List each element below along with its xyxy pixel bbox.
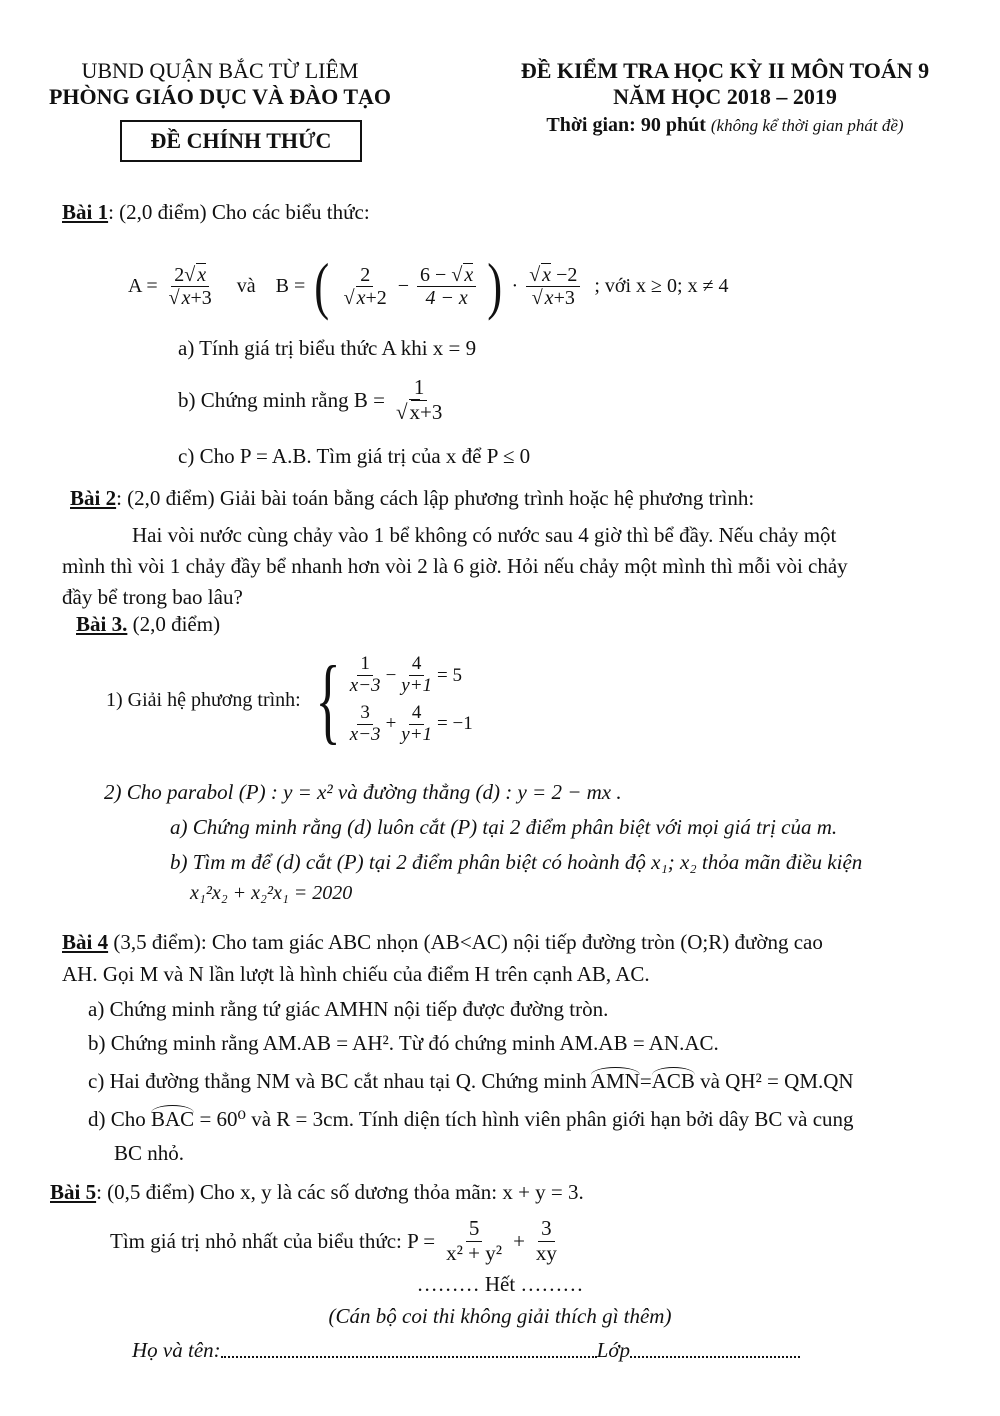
eq1-d1: x−3 (349, 675, 381, 697)
official-stamp (120, 120, 362, 162)
bai1-expressions: A = 2√ x √ x+3 và B = ( 2 √ x+2 − $\frac{6 - √ x}{4 - x}$ ) · √ x −2 √ x+3 ; với x ≥ 0; x ≠ 4 (128, 246, 729, 326)
bai1-part-b-den: +3 (420, 399, 443, 424)
eq1-d2: y+1 (401, 675, 433, 697)
bai3-part2a: a) Chứng minh rằng (d) luôn cắt (P) tại 2 điểm phân biệt với mọi giá trị của m. (170, 815, 838, 839)
proctor-note: (Cán bộ coi thi không giải thích gì thêm) (328, 1304, 672, 1328)
expr-b-minus: − (397, 274, 410, 297)
eq2-d1: x−3 (349, 723, 381, 745)
bai2-intro: : (2,0 điểm) Giải bài toán bằng cách lập phương trình hoặc hệ phương trình: (116, 486, 755, 510)
bai3-title: Bài 3. (76, 612, 128, 636)
expr-b-f2-den: 4 − x (425, 286, 468, 309)
bai2-line3: đầy bể trong bao lâu? (62, 585, 243, 609)
time-note: (không kể thời gian phát đề) (710, 116, 904, 135)
and-word: và (236, 274, 256, 297)
bai4-part-a: a) Chứng minh rằng tứ giác AMHN nội tiếp được đường tròn. (88, 997, 609, 1021)
name-field[interactable] (221, 1356, 597, 1358)
bai4-part-d-line2: BC nhỏ. (114, 1141, 185, 1165)
eq2-n1: 3 (357, 703, 373, 725)
bai1-part-c: c) Cho P = A.B. Tìm giá trị của x để P ≤ 0 (178, 444, 531, 468)
expr-b-f2: $\frac{6 - √ x}{4 - x}$ (417, 264, 476, 309)
bai2-line1: Hai vòi nước cùng chảy vào 1 bể không có nước sau 4 giờ thì bể đầy. Nếu chảy một (132, 523, 837, 547)
expr-b-f1-den: +2 (365, 286, 387, 309)
eq2-d2: y+1 (401, 723, 433, 745)
bai2-body (62, 520, 940, 613)
student-info (132, 1338, 800, 1363)
bai2-heading (70, 486, 754, 511)
equation-1 (345, 654, 473, 697)
bai1-intro: : (2,0 điểm) Cho các biểu thức: (108, 200, 370, 224)
bai4-part-c-tail: và QH² = QM.QN (694, 1069, 854, 1093)
time-label: Thời gian: 90 phút (546, 114, 706, 136)
bai5-op: + (513, 1228, 525, 1253)
bai4-title: Bài 4 (62, 930, 109, 954)
expr-b-f1-num: 2 (357, 264, 373, 287)
bai3-points: (2,0 điểm) (127, 612, 221, 636)
bai1-part-b-text: b) Chứng minh rằng B = (178, 387, 385, 412)
expr-b-f1: 2 √ x+2 (341, 264, 390, 309)
school-year: NĂM HỌC 2018 – 2019 (613, 84, 837, 109)
bai3-part1-text: 1) Giải hệ phương trình: (106, 688, 301, 711)
bai3-part2b: b) Tìm m để (d) cắt (P) tại 2 điểm phân biệt có hoành độ x₁; x₂ thỏa mãn điều kiện (170, 850, 863, 874)
arc-equals: = (639, 1069, 652, 1093)
bai2-line2: mình thì vòi 1 chảy đầy bể nhanh hơn vòi 2 là 6 giờ. Hỏi nếu chảy một mình thì mỗi vòi chảy (62, 554, 848, 578)
bai3-heading (76, 612, 220, 637)
exam-title-block (470, 58, 980, 137)
bai1-part-b-num: 1 (411, 376, 428, 400)
eq1-n1: 1 (357, 654, 373, 676)
bai3-system: 1) Giải hệ phương trình: { $\frac{1}{x-3}$ − $\frac{4}{y+1}$ = 5 $\frac{3}{x-3}$ + $\frac{4}{y+1}$ = −1 (106, 646, 473, 753)
bai4-intro2: AH. Gọi M và N lần lượt là hình chiếu của điểm H trên cạnh AB, AC. (62, 962, 650, 986)
district-line: UBND QUẬN BẮC TỪ LIÊM (81, 58, 359, 83)
official-stamp-label: ĐỀ CHÍNH THỨC (150, 128, 332, 153)
expr-b-f2-num: 6 − (420, 263, 447, 286)
expr-a-label: A = (128, 274, 158, 297)
bai4-part-b: b) Chứng minh rằng AM.AB = AH². Từ đó chứng minh AM.AB = AN.AC. (88, 1031, 719, 1055)
eq2-rhs: = −1 (437, 713, 473, 735)
arc-acb: ACB (651, 1069, 695, 1093)
bai5-n1: 5 (466, 1217, 483, 1241)
name-label: Họ và tên: (132, 1338, 221, 1362)
end-marker: ……… Hết ……… (416, 1272, 584, 1296)
exam-title: ĐỀ KIỂM TRA HỌC KỲ II MÔN TOÁN 9 (520, 58, 930, 83)
bai5-d2: xy (535, 1240, 557, 1265)
bai4-parts (88, 992, 948, 1170)
arc-bac: BAC (151, 1107, 195, 1131)
bai5-expression (110, 1208, 562, 1274)
expr-a-den: +3 (190, 286, 212, 309)
bai1-part-b: b) Chứng minh rằng B = 1 √ x+3 (178, 370, 447, 430)
time-line (470, 114, 980, 137)
bai5-heading (50, 1180, 584, 1205)
bai5-intro: : (0,5 điểm) Cho x, y là các số dương thỏa mãn: x + y = 3. (96, 1180, 584, 1204)
bai5-d1: x² + y² (446, 1240, 503, 1265)
class-field[interactable] (630, 1356, 800, 1358)
bai1-heading (62, 200, 370, 225)
bai3-part2b-equation: x₁²x₂ + x₂²x₁ = 2020 (190, 882, 353, 904)
system-equations (345, 654, 473, 746)
expr-b-label: B = (275, 274, 306, 297)
bureau-line: PHÒNG GIÁO DỤC VÀ ĐÀO TẠO (48, 84, 392, 109)
eq2-n2: 4 (409, 703, 425, 725)
department-name (30, 58, 410, 110)
bai4-intro: (3,5 điểm): Cho tam giác ABC nhọn (AB<AC) nội tiếp đường tròn (O;R) đường cao (108, 930, 823, 954)
class-label: Lớp (596, 1338, 631, 1362)
bai4-part-c (88, 1064, 948, 1098)
domain-condition: ; với x ≥ 0; x ≠ 4 (594, 274, 729, 297)
equation-2 (345, 703, 473, 746)
eq1-op: − (385, 664, 397, 686)
bai1-title: Bài 1 (62, 200, 109, 224)
bai4-part-c-text: c) Hai đường thẳng NM và BC cắt nhau tại Q. Chứng minh (88, 1069, 587, 1093)
expr-a-fraction: 2√ x √ x+3 (166, 264, 215, 309)
bai5-n2: 3 (538, 1217, 555, 1241)
arc-amn: AMN (590, 1069, 640, 1093)
bai1-part-a: a) Tính giá trị biểu thức A khi x = 9 (178, 336, 477, 360)
bai4-part-d-tail: = 60⁰ và R = 3cm. Tính diện tích hình viên phân giới hạn bởi dây BC và cung (194, 1107, 854, 1131)
expr-b-f3: √ x −2 √ x+3 (526, 264, 580, 309)
expr-b-f3-den: +3 (553, 286, 575, 309)
expr-b-f3-num: −2 (551, 263, 578, 286)
bai4-part-d (88, 1102, 948, 1136)
bai4-part-d-text: d) Cho (88, 1107, 146, 1131)
eq1-rhs: = 5 (437, 664, 463, 686)
expr-a-num: 2 (174, 263, 185, 286)
bai2-title: Bài 2 (70, 486, 117, 510)
eq1-n2: 4 (409, 654, 425, 676)
bai3-part2: 2) Cho parabol (P) : y = x² và đường thẳng (d) : y = 2 − mx . (104, 780, 622, 804)
bai5-title: Bài 5 (50, 1180, 97, 1204)
eq2-op: + (385, 713, 397, 735)
bai5-text: Tìm giá trị nhỏ nhất của biểu thức: P = (110, 1228, 436, 1253)
bai4-heading (62, 926, 942, 990)
